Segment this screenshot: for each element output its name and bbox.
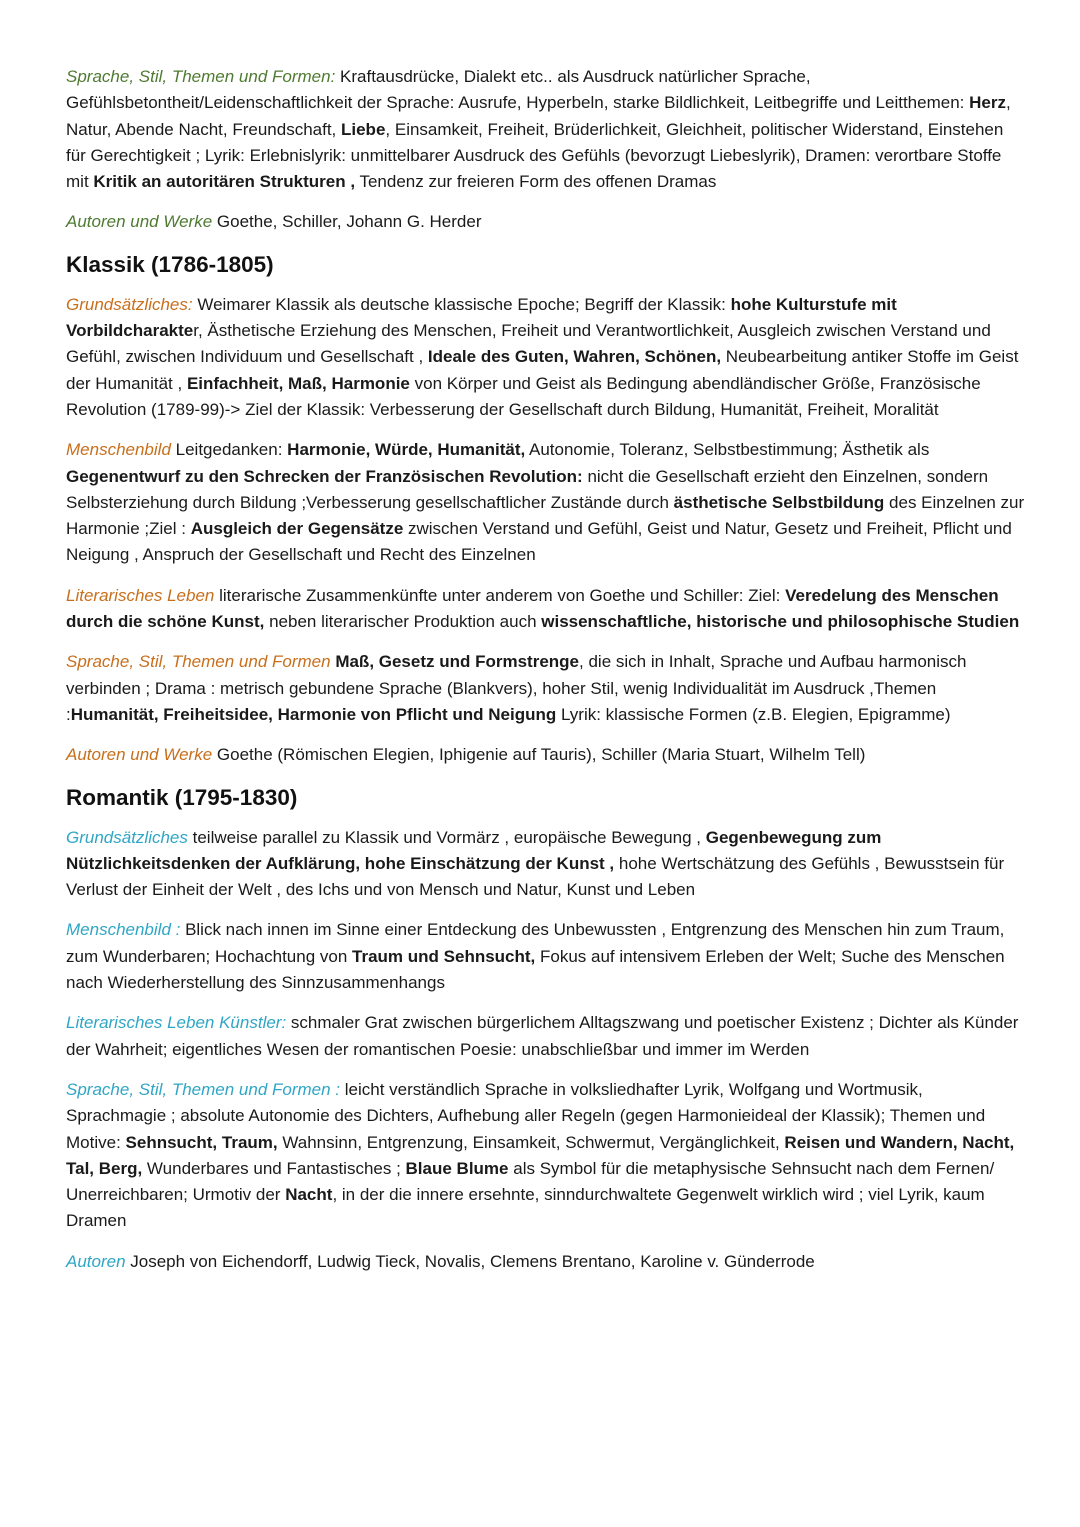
klassik-menschenbild-paragraph (66, 437, 1026, 568)
text-run: als Symbol für die metaphysische Sehnsucht nach dem Fernen/ Unerreichbaren; Urmotiv der (66, 1158, 995, 1205)
bold-run: Gegenentwurf zu den Schrecken der Französischen Revolution: (66, 466, 583, 486)
text-run: schmaler Grat zwischen bürgerlichem Alltagszwang und poetischer Existenz ; Dichter als Künder der Wahrheit; eigentliches Wesen der romantischen Poesie: unabschließbar und immer im Werden (66, 1013, 1019, 1059)
text-run: hohe Wertschätzung des Gefühls , Bewusstsein für Verlust der Einheit der Welt , des Ichs und von Mensch und Natur, Kunst und Leben (66, 853, 1005, 900)
bold-run: Veredelung des Menschen durch die schöne Kunst, (66, 585, 999, 632)
text-run: , in der die innere ersehnte, sinndurchwaltete Gegenwelt wirklich wird ; viel Lyrik, kaum Dramen (66, 1185, 985, 1231)
text-run: Kraftausdrücke, Dialekt etc.. als Ausdruck natürlicher Sprache, Gefühlsbetontheit/Leidenschaftlichkeit der Sprache: Ausrufe, Hyperbeln, starke Bildlichkeit, Leitbegriffe und Leitthemen: (66, 67, 970, 113)
klassik-grund-paragraph (66, 292, 1026, 423)
text-run: Lyrik: klassische Formen (z.B. Elegien, Epigramme) (556, 704, 951, 724)
document-page (66, 64, 1026, 1289)
text-run: neben literarischer Produktion auch (264, 612, 542, 632)
text-run: Tendenz zur freieren Form des offenen Dramas (355, 172, 717, 192)
text-run: r, Ästhetische Erziehung des Menschen, Freiheit und Verantwortlichkeit, Ausgleich zwischen Verstand und Gefühl, zwischen Individuum und Gesellschaft , (66, 321, 991, 367)
bold-run: Einfachheit, Maß, Harmonie (186, 373, 410, 393)
bold-run: Gegenbewegung zum Nützlichkeitsdenken der Aufklärung, hohe Einschätzung der Kunst , (66, 827, 882, 873)
klassik-sprache-paragraph (66, 649, 1026, 728)
bold-run: Nacht (285, 1185, 333, 1205)
klassik-leben-label: Literarisches Leben (66, 585, 215, 605)
text-run: Weimarer Klassik als deutsche klassische Epoche; Begriff der Klassik: (192, 294, 731, 314)
text-run: des Einzelnen zur Harmonie ;Ziel : (66, 492, 1025, 539)
romantik-autoren-paragraph (66, 1249, 1026, 1275)
text-run: Leitgedanken: (170, 440, 288, 460)
text-run: Goethe, Schiller, Johann G. Herder (212, 212, 482, 232)
bold-run: Harmonie, Würde, Humanität, (287, 440, 526, 460)
bold-run: Herz (969, 93, 1006, 113)
klassik-heading: Klassik (1786-1805) (66, 251, 274, 277)
klassik-autoren-label: Autoren und Werke (66, 745, 213, 765)
bold-run: hohe Kulturstufe mit Vorbildcharakte (66, 294, 897, 341)
text-run: , die sich in Inhalt, Sprache und Aufbau harmonisch verbinden ; Drama : metrisch gebundene Sprache (Blankvers), hoher Stil, wenig Individualität im Ausdruck ,Themen : (66, 652, 967, 724)
sturm-autoren-paragraph (66, 209, 1026, 235)
bold-run: Reisen und Wandern, Nacht, Tal, Berg, (66, 1132, 1015, 1178)
text-run: Wunderbares und Fantastisches ; (142, 1158, 406, 1178)
bold-run: Ideale des Guten, Wahren, Schönen, (427, 347, 722, 367)
text-run: leicht verständlich Sprache in volksliedhafter Lyrik, Wolfgang und Wortmusik, Sprachmagie ; absolute Autonomie des Dichters, Aufhebung aller Regeln (gegen Harmonieideal der Klassik); Themen und Motive: (66, 1079, 986, 1152)
sturm-sprache-label: Sprache, Stil, Themen und Formen: (66, 67, 336, 86)
romantik-sprache-label: Sprache, Stil, Themen und Formen : (66, 1079, 341, 1099)
bold-run: Kritik an autoritären Strukturen , (93, 172, 356, 192)
text-run: Blick nach innen im Sinne einer Entdeckung des Unbewussten , Entgrenzung des Menschen hin zum Traum, zum Wunderbaren; Hochachtung von (66, 920, 1005, 966)
sturm-autoren-label: Autoren und Werke (66, 212, 213, 232)
bold-run: Ausgleich der Gegensätze (190, 519, 404, 539)
text-run: literarische Zusammenkünfte unter anderem von Goethe und Schiller: Ziel: (214, 585, 786, 605)
text-run: Autonomie, Toleranz, Selbstbestimmung; Ästhetik als (525, 440, 930, 460)
text-run: Fokus auf intensivem Erleben der Welt; Suche des Menschen nach Wiederherstellung des Sinnzusammenhangs (66, 946, 1005, 993)
bold-run: Traum und Sehnsucht, (352, 946, 536, 966)
bold-run: wissenschaftliche, historische und philosophische Studien (541, 612, 1020, 632)
klassik-menschenbild-label: Menschenbild (66, 440, 171, 460)
romantik-autoren-label: Autoren (66, 1251, 126, 1271)
bold-run: Blaue Blume (405, 1158, 509, 1178)
klassik-leben-paragraph (66, 583, 1026, 636)
romantik-grund-paragraph (66, 825, 1026, 904)
bold-run: Sehnsucht, Traum, (125, 1132, 278, 1152)
bold-run: Maß, Gesetz und Formstrenge (335, 652, 580, 672)
romantik-menschenbild-paragraph (66, 917, 1026, 996)
bold-run: ästhetische Selbstbildung (673, 492, 885, 512)
text-run: von Körper und Geist als Bedingung abendländischer Größe, Französische Revolution (1789-99)-> Ziel der Klassik: Verbesserung der Gesellschaft durch Bildung, Humanität, Freiheit, Moralität (66, 373, 981, 419)
text-run: nicht die Gesellschaft erzieht den Einzelnen, sondern Selbsterziehung durch Bildung ;Verbesserung gesellschaftlicher Zustände durch (66, 466, 989, 512)
klassik-grund-label: Grundsätzliches: (66, 294, 193, 314)
text-run: , Natur, Abende Nacht, Freundschaft, (66, 93, 1011, 139)
text-run: Neubearbeitung antiker Stoffe im Geist der Humanität , (66, 347, 1019, 393)
klassik-autoren-paragraph (66, 742, 1026, 768)
romantik-sprache-paragraph (66, 1077, 1026, 1235)
sturm-sprache-paragraph (66, 64, 1026, 195)
bold-run: Humanität, Freiheitsidee, Harmonie von Pflicht und Neigung (70, 704, 557, 724)
text-run: zwischen Verstand und Gefühl, Geist und Natur, Gesetz und Freiheit, Pflicht und Neigung , Anspruch der Gesellschaft und Recht des Einzelnen (66, 519, 1012, 565)
text-run: teilweise parallel zu Klassik und Vormärz , europäische Bewegung , (187, 827, 706, 847)
klassik-sprache-label: Sprache, Stil, Themen und Formen (66, 652, 331, 672)
text-run: Joseph von Eichendorff, Ludwig Tieck, Novalis, Clemens Brentano, Karoline v. Günderrode (125, 1251, 815, 1271)
romantik-grund-label: Grundsätzliches (66, 827, 188, 847)
romantik-leben-paragraph (66, 1010, 1026, 1063)
romantik-heading: Romantik (1795-1830) (66, 784, 298, 810)
romantik-leben-label: Literarisches Leben Künstler: (66, 1013, 287, 1033)
text-run: , Einsamkeit, Freiheit, Brüderlichkeit, Gleichheit, politischer Widerstand, Einstehen für Gerechtigkeit ; Lyrik: Erlebnislyrik: unmittelbarer Ausdruck des Gefühls (bevorzugt Liebeslyrik), Dramen: verortbare Stoffe mit (66, 119, 1004, 192)
text-run: Goethe (Römischen Elegien, Iphigenie auf Tauris), Schiller (Maria Stuart, Wilhelm Tell) (212, 745, 866, 765)
bold-run: Liebe (341, 119, 386, 139)
text-run: Wahnsinn, Entgrenzung, Einsamkeit, Schwermut, Vergänglichkeit, (277, 1132, 785, 1152)
romantik-menschenbild-label: Menschenbild : (66, 920, 181, 940)
